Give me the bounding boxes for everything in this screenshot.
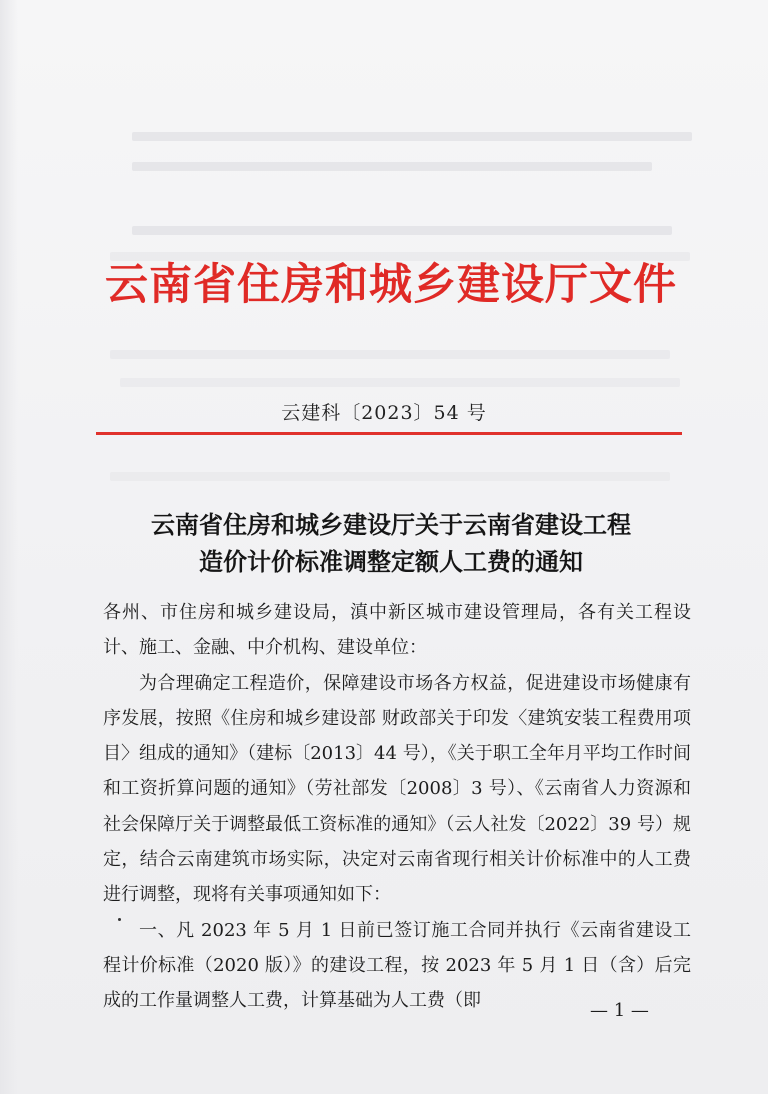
notice-body: [103, 595, 691, 1019]
issuer-header: 云南省住房和城乡建设厅文件: [105, 260, 677, 310]
bleed-through-mark: [132, 132, 692, 141]
page-edge-shadow: [0, 0, 18, 1094]
bleed-through-mark: [132, 162, 652, 171]
page-number: — 1 —: [590, 1000, 649, 1021]
addressee-paragraph: 各州、市住房和城乡建设局，滇中新区城市建设管理局，各有关工程设计、施工、金融、中介机构、建设单位：: [103, 602, 691, 659]
stray-dot-mark: [118, 918, 121, 921]
notice-title-line-1: 云南省住房和城乡建设厅关于云南省建设工程: [151, 511, 631, 539]
body-paragraph-1: 为合理确定工程造价，保障建设市场各方权益，促进建设市场健康有序发展，按照《住房和城乡建设部 财政部关于印发〈建筑安装工程费用项目〉组成的通知》（建标〔2013〕44 号），《关于职工全年月平均工作时间和工资折算问题的通知》（劳社部发〔2008〕3 号）、《云南省人力资源和社会保障厅关于调整最低工资标准的通知》（云人社发〔2022〕39 号）规定，结合云南建筑市场实际，决定对云南省现行相关计价标准中的人工费进行调整，现将有关事项通知如下：: [103, 672, 691, 906]
bleed-through-mark: [120, 378, 680, 387]
body-paragraph-2: 一、凡 2023 年 5 月 1 日前已签订施工合同并执行《云南省建设工程计价标准（2020 版）》的建设工程，按 2023 年 5 月 1 日（含）后完成的工作量调整人工费，计算基础为人工费（即: [103, 919, 691, 1012]
document-number: 云建科〔2023〕54 号: [281, 402, 487, 424]
bleed-through-mark: [110, 472, 670, 481]
red-separator-line: [96, 432, 682, 435]
bleed-through-mark: [132, 226, 672, 235]
notice-title-line-2: 造价计价标准调整定额人工费的通知: [199, 548, 583, 576]
bleed-through-mark: [110, 350, 670, 359]
